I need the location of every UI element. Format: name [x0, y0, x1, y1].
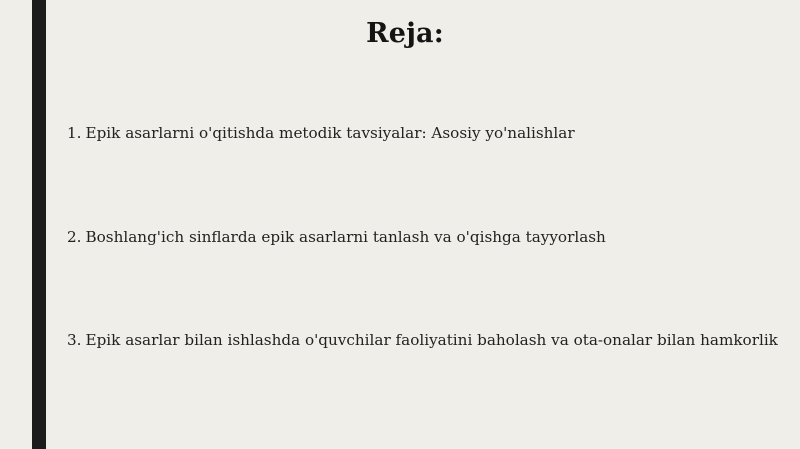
list-item-number: 3. [67, 331, 82, 349]
slide-title: Reja: [366, 18, 444, 49]
list-item-number: 2. [67, 228, 82, 246]
list-item-text: Boshlang'ich sinflarda epik asarlarni tanlash va o'qishga tayyorlash [85, 228, 606, 246]
accent-bar [32, 0, 46, 449]
list-item [67, 228, 606, 246]
list-item-text: Epik asarlarni o'qitishda metodik tavsiyalar: Asosiy yo'nalishlar [85, 124, 575, 142]
list-item-number: 1. [67, 124, 82, 142]
list-item [67, 124, 575, 142]
list-item-text: Epik asarlar bilan ishlashda o'quvchilar faoliyatini baholash va ota-onalar bilan hamkorlik [85, 331, 778, 349]
list-item [67, 331, 778, 349]
